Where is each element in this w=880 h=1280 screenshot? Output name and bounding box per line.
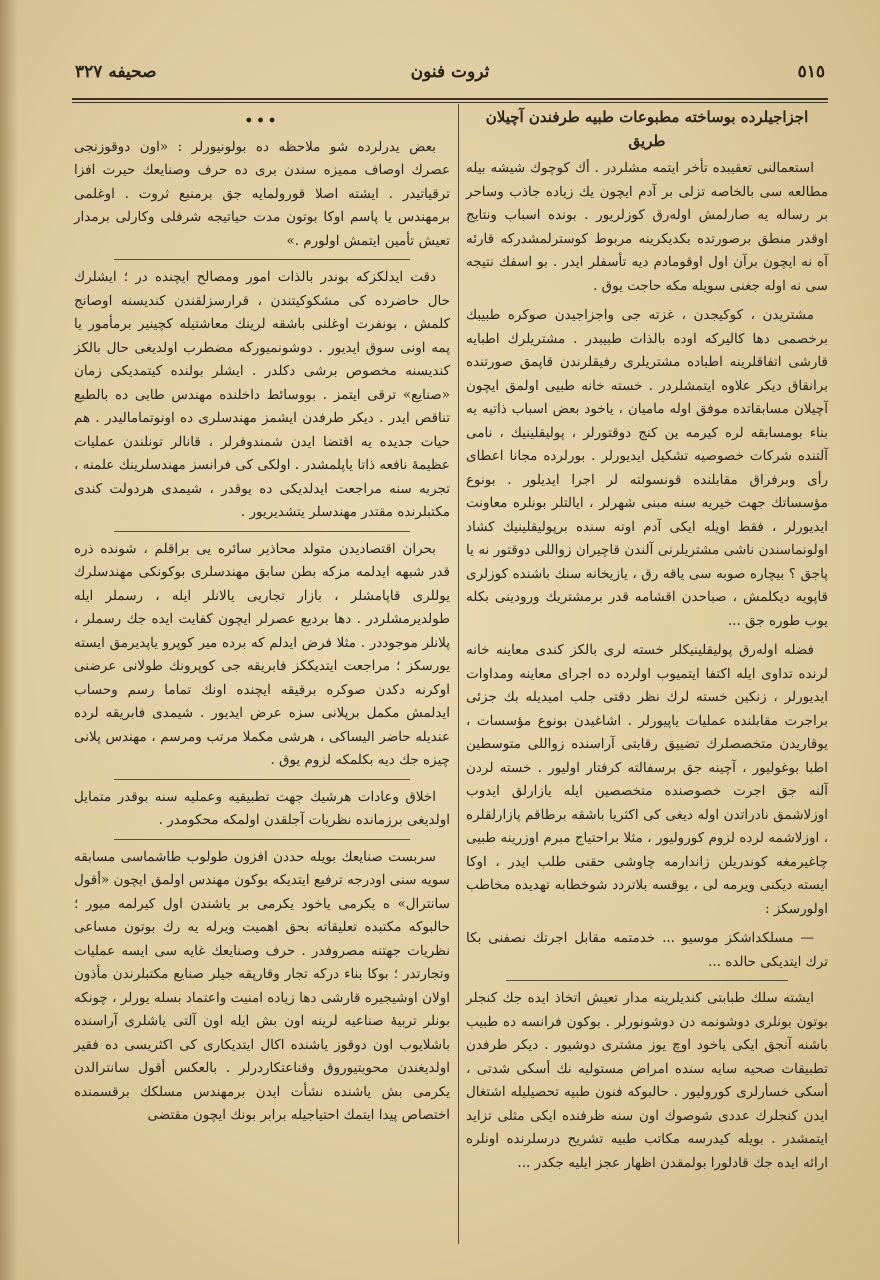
page-number: ٥١٥ [797,62,825,82]
paragraph: بحران اقتصاديدن متولد محاذير سائره يى براقلم ، شونده ذره قدر شبهه ايدلمه مزكه بطن سابق مهندسلرى بوكونكى مهندسلرك يوللرى قاپامشلر ، بازار تجاريى يالانلر ايله ، رسملر ايله طولديرمشلردر . دها برديع عصرلر ايچون كفايت ايده جك رسملر ، پلانلر موجوددر . مثلا فرض ايدلم كه برده مير كوپرو ياپديرمق ايسته يورسكز ؛ مراجعت ايتديككز فابريقه جى كوپرونك طولانى عرضنى اوكرنه دكدن صوكره برقيقه ايچنده اونك تماما رسم وحساب ايدلمش مكمل برپلانى سزه عرض ايديور . شيمدى فابريقه لرده عنديله حاضر اليساكى ، هرشى مكملا مرتب ومرسم ، مهندس پلانى چيزه جك ديه بكلمكه لزوم يوق . [74,540,450,768]
paragraph: — مسلكداشكز موسيو ... خدمتمه مقابل اجرتك نصفنى بكا ترك ايتديكى حالده ... [466,930,828,970]
section-dots: ••• [244,113,280,129]
paragraph: اخلاق وعادات هرشيك جهت تطبيقيه وعمليه سنه بوقدر متمايل اولديغى برزمانده نظريات آجلقدن اولمكه محكومدر . [74,788,450,828]
article-title: اجزاجيلرده بوساخته مطبوعات طبيه طرفندن آچيلان طريق [485,108,809,150]
column-divider [458,104,459,1244]
paragraph: دقت ايدلكزكه بوندر بالذات امور ومصالح ايچنده در ؛ ايشلرك حال حاضرده كى مشكوكيتندن ، قرارسزلقندن كنديسنه اوصانج كلمش ، بونفرت اوغلنى باشقه لرينك معاشتيله كچينير برمأمور يا پمه اونى سوق ايديور . دوشونميوركه مضطرب اولديغى حال بالكز كنديسنه مخصوص برشى دكلدر . ايشلر بولنده كيتمديكى زمان «صنايع» ترقى ايتمز . بووسائط داخلنده مهندس طابى ده بالطبع تناقص ايدر . ديكر طرفدن ايشمز مهندسلرى ده اونوتماماليدر . هم حيات جديده يه اقتضا ايدن شمندوفرلر ، قانالر تونلندن عمليات عظيمهٔ نافعه ذاتا ياپلمشدر . اولكى كى فرانسز مهندسلرينك علمنه ، تجربه سنه مراجعت ايدلديكى ده يوقدر ، شيمدى هردولت كندى مكتبلرنده مقتدر مهندسلر يتشديريور . [74,269,450,520]
section-separator [506,980,788,981]
paragraph: سربست صنايعك بويله حددن افزون طولوب طاشماسى مسابقه سويه سنى اودرجه ترفيع ايتديكه بوكون مهندس اولمق ايچون «أقول سانترال» ه يكرمى ياخود يكرمى بر ياشندن اول كيرلمه ميور ؛ حالبوكه مكتبده تعليقاته بحق اهميت ويرله يه رك بوتون مساعى نظريات جهتنه مصروفدر . حرف وصنايعك غايه سى ايسه عمليات وتجارتدر ؛ بوكا بناء دركه تجار وقارپقه جيلر صنايع مكتبلرندن مأذون اولان اوشيجيره قارشى دها زياده امنيت واعتماد بسله يورلر ، چونكه بونلر تربيهٔ صناعيه لرينه اون بش ايله اون آلتى ياشلرى آراسنده باشلايوب اون دوقوز ياشنده اكال ايتديكارى كى اكثريسى ده فقير اولديغندن محويتيوروق وقناعتكاردرلر . بالعكس أقول سانترالدن يكرمى بش ياشنده نشأت ايدن برمهندس مسلكك برقسمنده اختصاص پيدا ايتمك احتياجيله برابر بونك ايچون مقتضى [74,848,450,1123]
section-separator [114,259,410,260]
page-label: صحيفه ٣٢٧ [75,62,157,82]
magazine-title: ثروت فنون [410,62,490,82]
header-rule [72,98,828,103]
paragraph: بعض يدرلرده شو ملاحظه ده بولونيورلر : «اون دوقوزنجى عصرك اوصاف مميزه سندن برى ده حرف وصنايعك حيرت افزا ترقياتيدر . ايشته اصلا قورولمايه جق برمنبع ثروت . اوغلمى برمهندس يا پاسم اوكا بوتون مدت حياتيجه شرفلى وكارلى برمدار تعيش تأمين ايتمش اولورم .» [74,138,450,249]
section-separator [114,779,410,780]
section-separator [114,839,410,840]
right-column [466,106,828,1181]
page-header [75,62,825,96]
paragraph: استعمالنى تعقيبده تأخر ايتمه مشلردر . أك كوچوك شيشه بيله مطالعه سى بالخاصه تزلى بر آدم ايچون يك زياده جاذب وساحر بر رساله يه صارلمش اولەرق كوزلريور . بونده اسباب ونتايج اوقدر منطق برصورتده بكديكرينه مربوط كوسترلمشدركه قارئه آه نه ايچون برآن اول اوقومادم ديه تأسفلر ايدر . بو اسفك نتيجه سى نه اوله جغنى سويله مكه حاجت يوق . [466,160,828,294]
paragraph: مشتريدن ، كوكيجدن ، غزته جى واجزاجيدن صوكره طبيبك برخصمى دها كاليركه اوده بالذات طبيبدر . مشتريلرك اطبايه قارشى اتفاقلرينه اطباده مشتريلرى رفيقلرندن قاپمق صورتنده برانقاق ديكر علاوه ايتمشلردر . خسته خانه طبيى اولمق ايچون آچيلان مسابقاتده موفق اوله ماميان ، ياخود بعض اسباب ذاتيه يه بناء بومسابقه لره كيرمه ين كنج دوقتورلر ، پوليقلينيك ، نامى آلتنده شركات خصوصيه تشكيل ايديورلر . بورلرده مجانا اعطاى رأى وبرفراق مقابلنده قونسولته لر اجرا ايديلور . بونوع مؤسساتك جهت خيريه سنه مبنى شهرلر ، ايالتلر بونلره معاونت ايديورلر ، فقط اويله ايكى آدم اوته سنده برپوليقلينيك كشاد اولونماسندن ناشى مشتريلرنى آلندن قاچيران زواللى دوقتور نه يا پاجق ؟ بيچاره صوبه سى ياقه رق ، يازيخانه سنك باشنده كوزلرى قاپويه ديكلمش ، صباحدن اقشامه قدر برمشتريك ورودينى بكله يوب طوره جق ... [466,307,828,629]
paragraph: ايشته سلك طبابتى كنديلرينه مدار تعيش اتخاذ ايده جك كنجلر بوتون بونلرى دوشونمه دن دوشونورلر . بوكون فرانسه ده طبيب باشنه آنجق ايكى ياخود اوچ يوز مشترى دوشيور . ديكر طرفدن تطبيقات صحيه سايه سنده امراض مستوليه نك أسكى شدتى ، أسكى خسارلرى كوروليور . حالبوكه فنون طبيه تحصيليله اشتغال ايدن كنجلرك عددى شوصوك اون سنه ظرفنده ايكى مثلى تزايد ايتمشدر . بويله كيدرسه مكاتب طبيه تشريح درسلرنده اونلره ارائه ايده جك قادلورا بولمقدن اظهار عجز ايليه جكدر ... [466,990,828,1171]
paragraph: فضله اولەرق پوليقلينيكلر خسته لرى بالكز كندى معاينه خانه لرنده تداوى ايله اكتفا ايتميوب اولرده ده اجراى معاينه ومداوات ايديورلر ، زنكين خسته لرك نظر دقتى جلب اميديله بك جزئى براجرت مقابلنده عمليات ياپيورلر . اشاغيدن بونوع مؤسسات ، يوقاريدن متخصصلرك تضييق رقابتى آراسنده زواللى متوسطين اطبا بوغوليور ، آچينه جق برسفالته كرفتار اوليور . خسته لردن آلنه جق اجرت خصوصنده متخصصين ايله يازارلق ايدوب اوزلاشمق نادراتدن اوله ديغى كى اكثريا باشقه برطاقم پازارلقلره ، اوزلاشمه لرده لزوم كوروليور ، مثلا براحتياج مبرم اوزرينه طبيى چاغيرمغه كوندريلن زاندارمه چاوشى حقنى طلب ايدر ، اوكا ايسته ديكنى ويرمه لى ، يوقسه بلاتردد شوخطابه تهديده مخاطب اولورسكز : [466,642,828,917]
left-column [74,106,450,1134]
section-separator [114,531,410,532]
